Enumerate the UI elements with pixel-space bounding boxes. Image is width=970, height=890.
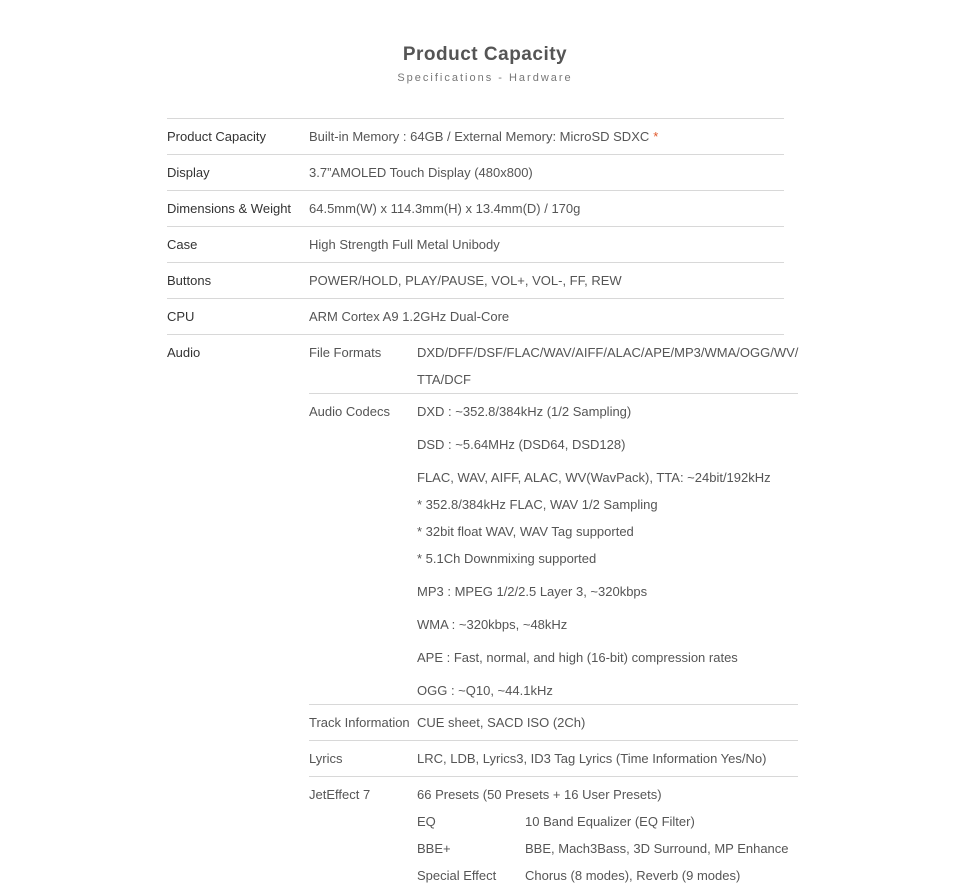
spec-label: Buttons bbox=[167, 273, 212, 288]
spec-row-audio bbox=[167, 334, 799, 889]
sub-value bbox=[417, 705, 798, 740]
codec-line: * 32bit float WAV, WAV Tag supported bbox=[417, 524, 634, 539]
spec-row-cpu bbox=[167, 298, 784, 334]
capacity-text: Built-in Memory : 64GB / External Memory: MicroSD SDXC bbox=[309, 129, 650, 144]
spec-table bbox=[167, 118, 799, 889]
page-header bbox=[0, 44, 970, 84]
audio-jeteffect bbox=[309, 776, 798, 889]
spec-row-case bbox=[167, 226, 784, 262]
codec-line: OGG : ~Q10, ~44.1kHz bbox=[417, 683, 553, 698]
jeteffect-item bbox=[417, 835, 798, 862]
audio-codecs bbox=[309, 393, 798, 704]
lyrics-value: LRC, LDB, Lyrics3, ID3 Tag Lyrics (Time Information Yes/No) bbox=[417, 751, 767, 766]
asterisk-mark: * bbox=[653, 129, 659, 144]
file-formats-line: TTA/DCF bbox=[417, 372, 471, 387]
jeteffect-item bbox=[417, 862, 798, 889]
spec-row-buttons bbox=[167, 262, 784, 298]
sub-value bbox=[417, 741, 798, 776]
spec-label: Product Capacity bbox=[167, 129, 266, 144]
jeteffect-item-value: 10 Band Equalizer (EQ Filter) bbox=[525, 814, 695, 829]
sub-label: Lyrics bbox=[309, 751, 343, 766]
codec-line: FLAC, WAV, AIFF, ALAC, WV(WavPack), TTA: ~24bit/192kHz bbox=[417, 470, 771, 485]
spec-value: High Strength Full Metal Unibody bbox=[309, 237, 500, 252]
codec-line: MP3 : MPEG 1/2/2.5 Layer 3, ~320kbps bbox=[417, 584, 648, 599]
jeteffect-item-value: Chorus (8 modes), Reverb (9 modes) bbox=[525, 868, 741, 883]
codec-line: APE : Fast, normal, and high (16-bit) compression rates bbox=[417, 650, 738, 665]
jeteffect-item-label: EQ bbox=[417, 814, 436, 829]
sub-label: Audio Codecs bbox=[309, 404, 390, 419]
jeteffect-item-label: BBE+ bbox=[417, 841, 451, 856]
spec-label: Display bbox=[167, 165, 210, 180]
jeteffect-presets: 66 Presets (50 Presets + 16 User Presets) bbox=[417, 787, 662, 802]
audio-details bbox=[309, 335, 798, 889]
codec-line: * 352.8/384kHz FLAC, WAV 1/2 Sampling bbox=[417, 497, 658, 512]
jeteffect-item-label: Special Effect bbox=[417, 868, 497, 883]
sub-value bbox=[417, 394, 798, 704]
codec-line: DSD : ~5.64MHz (DSD64, DSD128) bbox=[417, 437, 626, 452]
sub-label: File Formats bbox=[309, 345, 382, 360]
file-formats-line: DXD/DFF/DSF/FLAC/WAV/AIFF/ALAC/APE/MP3/WMA/OGG/WV/ bbox=[417, 345, 799, 360]
audio-track-information bbox=[309, 704, 798, 740]
spec-row-capacity bbox=[167, 118, 784, 154]
page-subtitle: Specifications - Hardware bbox=[397, 72, 573, 84]
spec-label: Case bbox=[167, 237, 198, 252]
audio-lyrics bbox=[309, 740, 798, 776]
spec-value: 3.7”AMOLED Touch Display (480x800) bbox=[309, 165, 533, 180]
spec-label: Dimensions & Weight bbox=[167, 201, 292, 216]
sub-label: Track Information bbox=[309, 715, 410, 730]
spec-value: ARM Cortex A9 1.2GHz Dual-Core bbox=[309, 309, 510, 324]
page-title: Product Capacity bbox=[402, 44, 568, 65]
jeteffect-item-value: BBE, Mach3Bass, 3D Surround, MP Enhance bbox=[525, 841, 789, 856]
track-value: CUE sheet, SACD ISO (2Ch) bbox=[417, 715, 586, 730]
sub-label: JetEffect 7 bbox=[309, 787, 371, 802]
spec-row-dimensions bbox=[167, 190, 784, 226]
sub-value bbox=[417, 777, 798, 889]
spec-value: POWER/HOLD, PLAY/PAUSE, VOL+, VOL-, FF, REW bbox=[309, 273, 622, 288]
spec-label: CPU bbox=[167, 309, 195, 324]
spec-value bbox=[309, 119, 784, 154]
spec-row-display bbox=[167, 154, 784, 190]
sub-value bbox=[417, 335, 798, 393]
spec-value: 64.5mm(W) x 114.3mm(H) x 13.4mm(D) / 170g bbox=[309, 201, 581, 216]
codec-line: * 5.1Ch Downmixing supported bbox=[417, 551, 597, 566]
jeteffect-item bbox=[417, 808, 798, 835]
codec-line: WMA : ~320kbps, ~48kHz bbox=[417, 617, 568, 632]
audio-file-formats bbox=[309, 335, 798, 393]
spec-label: Audio bbox=[167, 345, 201, 360]
codec-line: DXD : ~352.8/384kHz (1/2 Sampling) bbox=[417, 404, 632, 419]
